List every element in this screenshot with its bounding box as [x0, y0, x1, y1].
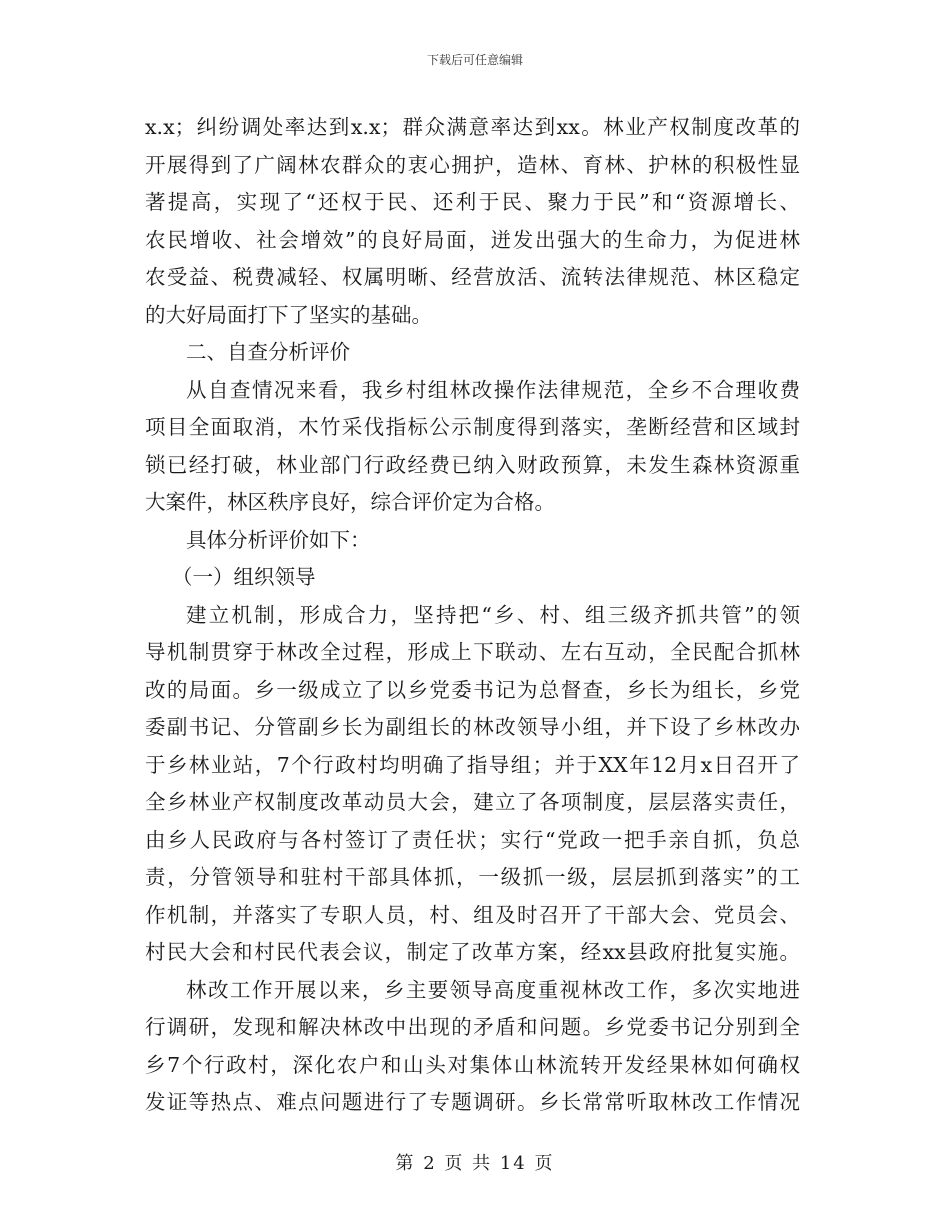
text-line: 全乡林业产权制度改革动员大会，建立了各项制度，层层落实责任， — [145, 790, 800, 814]
text-line: 发证等热点、难点问题进行了专题调研。乡长常常听取林改工作情况 — [145, 1090, 800, 1114]
text-line: 导机制贯穿于林改全过程，形成上下联动、左右互动，全民配合抓林 — [145, 640, 800, 664]
text-line: 改的局面。乡一级成立了以乡党委书记为总督查，乡长为组长，乡党 — [145, 677, 800, 702]
text-line: （一）组织领导 — [172, 565, 316, 589]
text-line: 建立机制，形成合力，坚持把“乡、村、组三级齐抓共管”的领 — [186, 602, 800, 627]
text-line: 著提高，实现了“还权于民、还利于民、聚力于民”和“资源增长、 — [145, 190, 800, 214]
text-line: 具体分析评价如下： — [186, 527, 371, 552]
text-line: 于乡林业站，7个行政村均明确了指导组；并于XX年12月x日召开了 — [145, 752, 800, 777]
text-line: 项目全面取消，木竹采伐指标公示制度得到落实，垄断经营和区域封 — [145, 415, 800, 439]
text-line: 村民大会和村民代表会议，制定了改革方案，经xx县政府批复实施。 — [145, 940, 800, 964]
page-header-note: 下载后可任意编辑 — [426, 53, 523, 67]
page-number-footer: 第 2 页 共 14 页 — [395, 1153, 555, 1174]
text-line: 农民增收、社会增效”的良好局面，迸发出强大的生命力，为促进林 — [145, 227, 800, 252]
text-line: 大案件，林区秩序良好，综合评价定为合格。 — [145, 490, 555, 514]
text-line: 委副书记、分管副乡长为副组长的林改领导小组，并下设了乡林改办 — [145, 715, 800, 739]
text-line: 开展得到了广阔林农群众的衷心拥护，造林、育林、护林的积极性显 — [145, 152, 800, 177]
text-line: 锁已经打破，林业部门行政经费已纳入财政预算，未发生森林资源重 — [145, 452, 800, 477]
text-line: 行调研，发现和解决林改中出现的矛盾和问题。乡党委书记分别到全 — [145, 1015, 800, 1039]
text-line: 由乡人民政府与各村签订了责任状；实行“党政一把手亲自抓，负总 — [145, 827, 800, 852]
text-line: 责，分管领导和驻村干部具体抓，一级抓一级，层层抓到落实”的工 — [145, 865, 800, 889]
text-line: 林改工作开展以来，乡主要领导高度重视林改工作，多次实地进 — [186, 977, 800, 1002]
text-line: 作机制，并落实了专职人员，村、组及时召开了干部大会、党员会、 — [145, 902, 800, 927]
text-line: 从自查情况来看，我乡村组林改操作法律规范，全乡不合理收费 — [186, 377, 800, 402]
text-line: 农受益、税费减轻、权属明晰、经营放活、流转法律规范、林区稳定 — [145, 265, 800, 289]
document-body — [145, 109, 800, 1122]
text-line: 乡7个行政村，深化农户和山头对集体山林流转开发经果林如何确权 — [145, 1052, 800, 1077]
text-line: x.x；纠纷调处率达到x.x；群众满意率达到xx。林业产权制度改革的 — [145, 115, 800, 139]
text-line: 二、自查分析评价 — [186, 340, 350, 364]
text-line: 的大好局面打下了坚实的基础。 — [145, 302, 432, 327]
